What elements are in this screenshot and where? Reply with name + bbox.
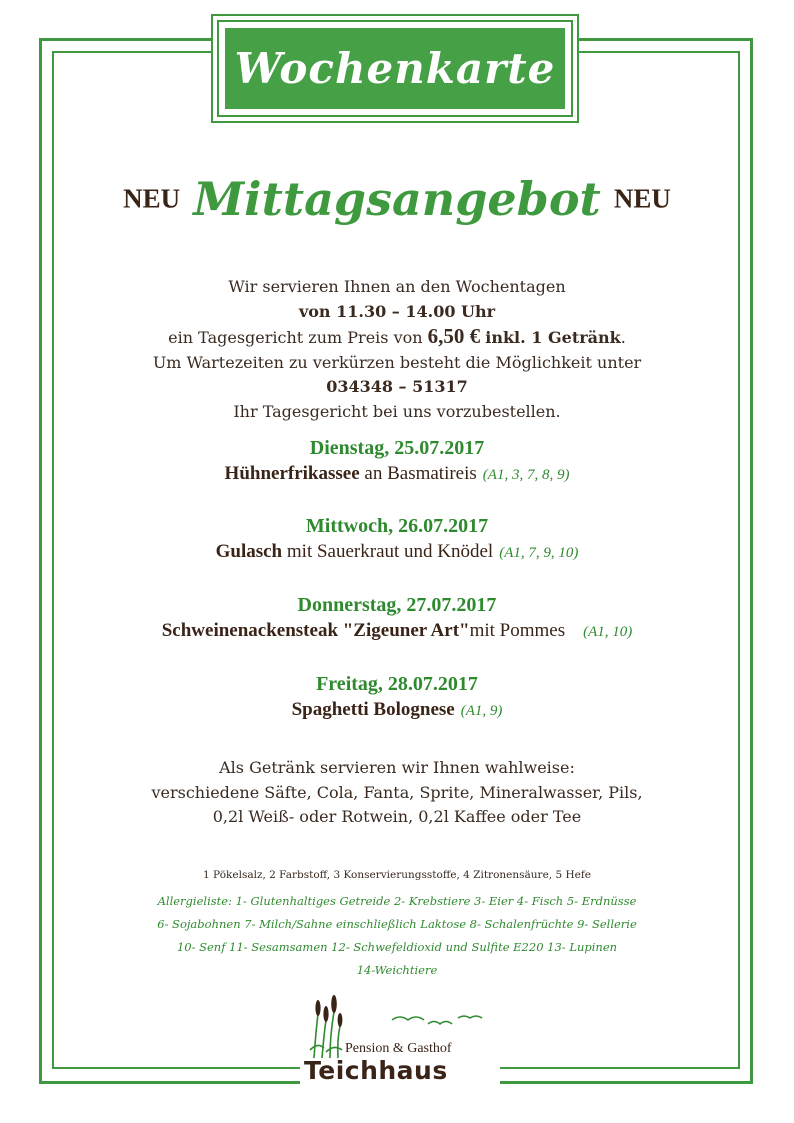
allergy-list — [0, 890, 794, 982]
intro-line: Ihr Tagesgericht bei uns vorzubestellen. — [233, 401, 561, 421]
intro-line: Wir servieren Ihnen an den Wochentagen — [228, 277, 566, 296]
price-prefix: ein Tagesgericht zum Preis von — [168, 328, 423, 347]
drinks-line: 0,2l Weiß- oder Rotwein, 0,2l Kaffee oder Tee — [212, 807, 582, 826]
dish-side: mit Pommes — [469, 620, 566, 641]
day-date: Donnerstag, 27.07.2017 — [297, 594, 497, 616]
day-dish — [0, 461, 794, 488]
logo-subtitle: Pension & Gasthof — [345, 1041, 452, 1056]
day-block — [0, 435, 794, 488]
day-block — [0, 513, 794, 566]
teichhaus-logo — [300, 990, 500, 1086]
allergy-line: 14-Weichtiere — [356, 963, 438, 977]
day-block — [0, 671, 794, 724]
dish-side: an Basmatireis — [359, 463, 477, 484]
dish-side: mit Sauerkraut und Knödel — [282, 541, 494, 562]
intro-text — [0, 275, 794, 424]
allergy-line: Allergieliste: 1- Glutenhaltiges Getreide 2- Krebstiere 3- Eier 4- Fisch 5- Erdnüsse — [157, 894, 637, 908]
day-date: Mittwoch, 26.07.2017 — [305, 515, 489, 537]
day-date: Freitag, 28.07.2017 — [316, 673, 478, 695]
logo-name: Teichhaus — [304, 1056, 448, 1085]
dish-allergens: (A1, 7, 9, 10) — [499, 545, 579, 561]
dish-name: Gulasch — [215, 541, 283, 562]
dish-name: Spaghetti Bolognese — [291, 699, 455, 720]
price-value: 6,50 € — [427, 324, 481, 348]
additives-list: 1 Pökelsalz, 2 Farbstoff, 3 Konservierungsstoffe, 4 Zitronensäure, 5 Hefe — [203, 869, 591, 881]
headline-main: Mittagsangebot — [193, 172, 601, 226]
title-fill — [225, 28, 565, 109]
page-title: Wochenkarte — [234, 44, 556, 93]
dish-name: Schweinenackensteak "Zigeuner Art" — [161, 620, 470, 641]
opening-hours: von 11.30 – 14.00 Uhr — [298, 301, 496, 321]
dish-allergens: (A1, 10) — [583, 624, 633, 640]
drinks-line: Als Getränk servieren wir Ihnen wahlweise: — [219, 758, 575, 777]
dish-allergens: (A1, 9) — [460, 703, 503, 719]
price-suffix: inkl. 1 Getränk — [485, 328, 621, 347]
dish-allergens: (A1, 3, 7, 8, 9) — [482, 467, 570, 483]
intro-line: Um Wartezeiten zu verkürzen besteht die Möglichkeit unter — [152, 352, 642, 372]
drinks-text — [0, 756, 794, 830]
day-block — [0, 592, 794, 645]
allergy-line: 10- Senf 11- Sesamsamen 12- Schwefeldioxid und Sulfite E220 13- Lupinen — [176, 940, 618, 954]
title-banner — [211, 14, 579, 123]
dish-name: Hühnerfrikassee — [224, 463, 360, 484]
headline-new-right: NEU — [613, 183, 671, 214]
headline — [0, 172, 794, 226]
phone-number: 034348 – 51317 — [326, 377, 468, 396]
headline-new-left: NEU — [123, 183, 181, 214]
drinks-line: verschiedene Säfte, Cola, Fanta, Sprite, Mineralwasser, Pils, — [151, 782, 643, 802]
day-dish — [0, 697, 794, 724]
day-dish — [0, 539, 794, 566]
price-line — [0, 324, 794, 351]
allergy-line: 6- Sojabohnen 7- Milch/Sahne einschließlich Laktose 8- Schalenfrüchte 9- Sellerie — [157, 917, 637, 931]
price-end: . — [620, 328, 626, 347]
day-date: Dienstag, 25.07.2017 — [309, 437, 485, 459]
day-dish — [0, 618, 794, 645]
